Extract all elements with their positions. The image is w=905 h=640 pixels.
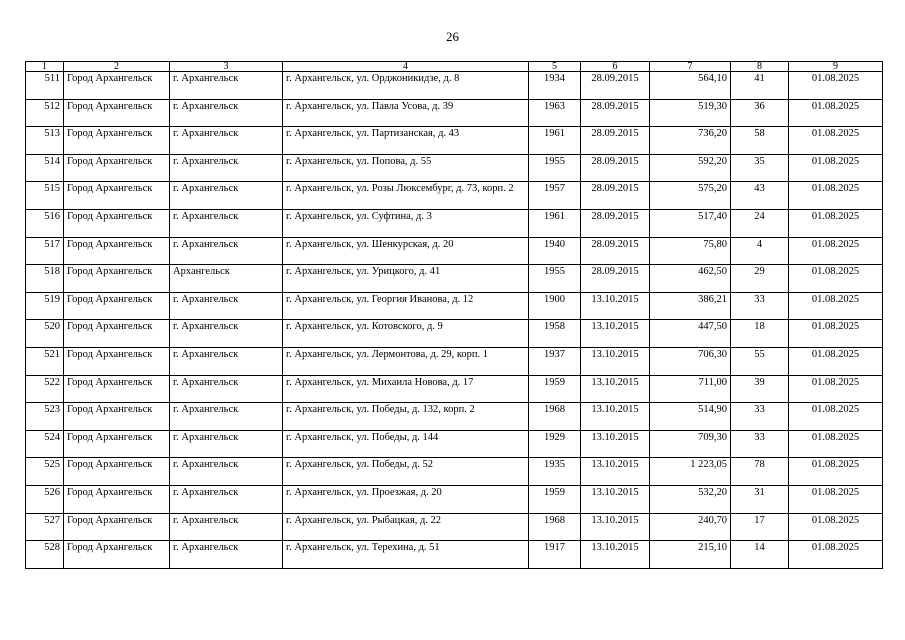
row-number-cell: 519 [26,292,64,320]
area-cell: 709,30 [650,430,731,458]
residents-cell: 33 [731,403,789,431]
table-row [26,154,883,182]
row-number-cell: 520 [26,320,64,348]
area-cell: 736,20 [650,127,731,155]
settlement-cell: г. Архангельск [170,182,283,210]
residents-cell: 43 [731,182,789,210]
deadline-cell: 01.08.2025 [789,485,883,513]
row-number-cell: 521 [26,347,64,375]
build-year-cell: 1963 [529,99,581,127]
housing-registry-table [25,61,883,569]
row-number-cell: 526 [26,485,64,513]
settlement-cell: Архангельск [170,265,283,293]
address-cell: г. Архангельск, ул. Победы, д. 144 [283,430,529,458]
inclusion-date-cell: 13.10.2015 [581,541,650,569]
settlement-cell: г. Архангельск [170,72,283,100]
settlement-cell: г. Архангельск [170,99,283,127]
deadline-cell: 01.08.2025 [789,99,883,127]
build-year-cell: 1935 [529,458,581,486]
address-cell: г. Архангельск, ул. Проезжая, д. 20 [283,485,529,513]
municipality-cell: Город Архангельск [64,209,170,237]
municipality-cell: Город Архангельск [64,485,170,513]
residents-cell: 14 [731,541,789,569]
build-year-cell: 1917 [529,541,581,569]
deadline-cell: 01.08.2025 [789,430,883,458]
address-cell: г. Архангельск, ул. Лермонтова, д. 29, корп. 1 [283,347,529,375]
settlement-cell: г. Архангельск [170,347,283,375]
settlement-cell: г. Архангельск [170,209,283,237]
area-cell: 517,40 [650,209,731,237]
inclusion-date-cell: 28.09.2015 [581,265,650,293]
table-row [26,265,883,293]
row-number-cell: 522 [26,375,64,403]
area-cell: 215,10 [650,541,731,569]
row-number-cell: 512 [26,99,64,127]
header-cell: 9 [789,62,883,72]
deadline-cell: 01.08.2025 [789,292,883,320]
build-year-cell: 1955 [529,265,581,293]
residents-cell: 29 [731,265,789,293]
residents-cell: 41 [731,72,789,100]
row-number-cell: 515 [26,182,64,210]
table-row [26,127,883,155]
municipality-cell: Город Архангельск [64,513,170,541]
table-row [26,458,883,486]
municipality-cell: Город Архангельск [64,458,170,486]
inclusion-date-cell: 28.09.2015 [581,237,650,265]
deadline-cell: 01.08.2025 [789,127,883,155]
address-cell: г. Архангельск, ул. Рыбацкая, д. 22 [283,513,529,541]
municipality-cell: Город Архангельск [64,127,170,155]
inclusion-date-cell: 28.09.2015 [581,99,650,127]
residents-cell: 33 [731,430,789,458]
inclusion-date-cell: 28.09.2015 [581,209,650,237]
settlement-cell: г. Архангельск [170,292,283,320]
inclusion-date-cell: 13.10.2015 [581,458,650,486]
header-cell: 2 [64,62,170,72]
residents-cell: 31 [731,485,789,513]
address-cell: г. Архангельск, ул. Партизанская, д. 43 [283,127,529,155]
address-cell: г. Архангельск, ул. Суфтина, д. 3 [283,209,529,237]
table-row [26,403,883,431]
settlement-cell: г. Архангельск [170,320,283,348]
inclusion-date-cell: 13.10.2015 [581,292,650,320]
settlement-cell: г. Архангельск [170,403,283,431]
settlement-cell: г. Архангельск [170,375,283,403]
build-year-cell: 1940 [529,237,581,265]
area-cell: 462,50 [650,265,731,293]
residents-cell: 78 [731,458,789,486]
row-number-cell: 513 [26,127,64,155]
build-year-cell: 1959 [529,375,581,403]
settlement-cell: г. Архангельск [170,430,283,458]
deadline-cell: 01.08.2025 [789,403,883,431]
address-cell: г. Архангельск, ул. Попова, д. 55 [283,154,529,182]
build-year-cell: 1958 [529,320,581,348]
area-cell: 564,10 [650,72,731,100]
deadline-cell: 01.08.2025 [789,209,883,237]
row-number-cell: 518 [26,265,64,293]
inclusion-date-cell: 28.09.2015 [581,127,650,155]
address-cell: г. Архангельск, ул. Орджоникидзе, д. 8 [283,72,529,100]
address-cell: г. Архангельск, ул. Георгия Иванова, д. 12 [283,292,529,320]
inclusion-date-cell: 28.09.2015 [581,182,650,210]
deadline-cell: 01.08.2025 [789,320,883,348]
area-cell: 532,20 [650,485,731,513]
settlement-cell: г. Архангельск [170,541,283,569]
table-row [26,485,883,513]
address-cell: г. Архангельск, ул. Розы Люксембург, д. 73, корп. 2 [283,182,529,210]
build-year-cell: 1961 [529,127,581,155]
table-row [26,320,883,348]
inclusion-date-cell: 13.10.2015 [581,430,650,458]
deadline-cell: 01.08.2025 [789,347,883,375]
header-cell: 6 [581,62,650,72]
build-year-cell: 1934 [529,72,581,100]
area-cell: 386,21 [650,292,731,320]
header-row [26,62,883,72]
deadline-cell: 01.08.2025 [789,513,883,541]
table-row [26,237,883,265]
build-year-cell: 1959 [529,485,581,513]
residents-cell: 39 [731,375,789,403]
deadline-cell: 01.08.2025 [789,182,883,210]
municipality-cell: Город Архангельск [64,154,170,182]
inclusion-date-cell: 13.10.2015 [581,485,650,513]
area-cell: 519,30 [650,99,731,127]
build-year-cell: 1957 [529,182,581,210]
municipality-cell: Город Архангельск [64,320,170,348]
header-cell: 3 [170,62,283,72]
table-row [26,209,883,237]
build-year-cell: 1968 [529,403,581,431]
municipality-cell: Город Архангельск [64,265,170,293]
row-number-cell: 527 [26,513,64,541]
inclusion-date-cell: 28.09.2015 [581,72,650,100]
settlement-cell: г. Архангельск [170,485,283,513]
table-row [26,72,883,100]
page-number: 26 [446,29,459,44]
residents-cell: 33 [731,292,789,320]
municipality-cell: Город Архангельск [64,72,170,100]
residents-cell: 18 [731,320,789,348]
row-number-cell: 517 [26,237,64,265]
municipality-cell: Город Архангельск [64,375,170,403]
deadline-cell: 01.08.2025 [789,237,883,265]
row-number-cell: 523 [26,403,64,431]
residents-cell: 36 [731,99,789,127]
table-row [26,430,883,458]
address-cell: г. Архангельск, ул. Шенкурская, д. 20 [283,237,529,265]
deadline-cell: 01.08.2025 [789,154,883,182]
table-row [26,347,883,375]
area-cell: 447,50 [650,320,731,348]
municipality-cell: Город Архангельск [64,430,170,458]
table-row [26,375,883,403]
row-number-cell: 516 [26,209,64,237]
header-cell: 5 [529,62,581,72]
area-cell: 1 223,05 [650,458,731,486]
build-year-cell: 1937 [529,347,581,375]
build-year-cell: 1968 [529,513,581,541]
municipality-cell: Город Архангельск [64,403,170,431]
area-cell: 240,70 [650,513,731,541]
area-cell: 592,20 [650,154,731,182]
deadline-cell: 01.08.2025 [789,458,883,486]
deadline-cell: 01.08.2025 [789,265,883,293]
row-number-cell: 525 [26,458,64,486]
area-cell: 575,20 [650,182,731,210]
deadline-cell: 01.08.2025 [789,375,883,403]
row-number-cell: 514 [26,154,64,182]
header-cell: 1 [26,62,64,72]
inclusion-date-cell: 13.10.2015 [581,375,650,403]
residents-cell: 55 [731,347,789,375]
inclusion-date-cell: 13.10.2015 [581,403,650,431]
table-row [26,99,883,127]
residents-cell: 24 [731,209,789,237]
inclusion-date-cell: 13.10.2015 [581,320,650,348]
address-cell: г. Архангельск, ул. Урицкого, д. 41 [283,265,529,293]
residents-cell: 17 [731,513,789,541]
header-cell: 4 [283,62,529,72]
build-year-cell: 1961 [529,209,581,237]
header-cell: 7 [650,62,731,72]
build-year-cell: 1900 [529,292,581,320]
table-row [26,513,883,541]
residents-cell: 58 [731,127,789,155]
municipality-cell: Город Архангельск [64,347,170,375]
address-cell: г. Архангельск, ул. Терехина, д. 51 [283,541,529,569]
settlement-cell: г. Архангельск [170,237,283,265]
address-cell: г. Архангельск, ул. Котовского, д. 9 [283,320,529,348]
row-number-cell: 528 [26,541,64,569]
address-cell: г. Архангельск, ул. Павла Усова, д. 39 [283,99,529,127]
table-row [26,292,883,320]
table-row [26,541,883,569]
settlement-cell: г. Архангельск [170,154,283,182]
area-cell: 75,80 [650,237,731,265]
municipality-cell: Город Архангельск [64,541,170,569]
inclusion-date-cell: 13.10.2015 [581,347,650,375]
area-cell: 514,90 [650,403,731,431]
inclusion-date-cell: 13.10.2015 [581,513,650,541]
build-year-cell: 1955 [529,154,581,182]
area-cell: 706,30 [650,347,731,375]
address-cell: г. Архангельск, ул. Михаила Новова, д. 17 [283,375,529,403]
inclusion-date-cell: 28.09.2015 [581,154,650,182]
municipality-cell: Город Архангельск [64,237,170,265]
address-cell: г. Архангельск, ул. Победы, д. 132, корп. 2 [283,403,529,431]
municipality-cell: Город Архангельск [64,182,170,210]
settlement-cell: г. Архангельск [170,458,283,486]
settlement-cell: г. Архангельск [170,127,283,155]
area-cell: 711,00 [650,375,731,403]
build-year-cell: 1929 [529,430,581,458]
municipality-cell: Город Архангельск [64,292,170,320]
municipality-cell: Город Архангельск [64,99,170,127]
address-cell: г. Архангельск, ул. Победы, д. 52 [283,458,529,486]
row-number-cell: 511 [26,72,64,100]
table-row [26,182,883,210]
header-cell: 8 [731,62,789,72]
deadline-cell: 01.08.2025 [789,72,883,100]
deadline-cell: 01.08.2025 [789,541,883,569]
row-number-cell: 524 [26,430,64,458]
settlement-cell: г. Архангельск [170,513,283,541]
residents-cell: 35 [731,154,789,182]
residents-cell: 4 [731,237,789,265]
